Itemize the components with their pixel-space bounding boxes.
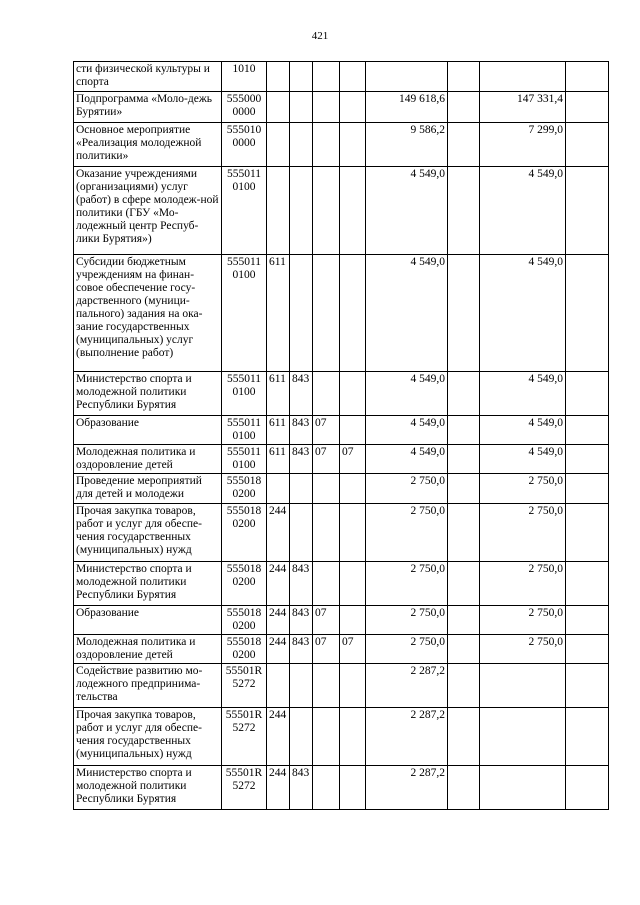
target-article-code-cell: 555011 0100 [222, 372, 267, 416]
target-article-code-cell: 555018 0200 [222, 474, 267, 504]
subsection-code-cell [340, 416, 366, 445]
amount-extra-cell [448, 664, 480, 708]
subsection-code-cell [340, 562, 366, 606]
section-code-cell [313, 167, 340, 255]
amount-extra-cell-2 [566, 562, 609, 606]
amount-cell: 9 586,2 [366, 123, 448, 167]
page-number: 421 [311, 30, 329, 42]
expense-type-cell: 611 [267, 255, 290, 372]
amount-cell-2: 4 549,0 [480, 445, 566, 474]
subsection-code-cell [340, 504, 366, 562]
subsection-code-cell [340, 167, 366, 255]
row-name-cell: Министерство спорта и молодежной политики Республики Бурятия [74, 766, 222, 810]
amount-extra-cell [448, 123, 480, 167]
ministry-code-cell [290, 92, 313, 123]
section-code-cell: 07 [313, 635, 340, 664]
row-name-cell: Министерство спорта и молодежной политики Республики Бурятия [74, 372, 222, 416]
expense-type-cell: 244 [267, 766, 290, 810]
subsection-code-cell [340, 664, 366, 708]
section-code-cell [313, 372, 340, 416]
amount-extra-cell [448, 167, 480, 255]
target-article-code-cell: 555011 0100 [222, 255, 267, 372]
section-code-cell [313, 562, 340, 606]
amount-extra-cell-2 [566, 255, 609, 372]
ministry-code-cell: 843 [290, 766, 313, 810]
amount-cell-2: 2 750,0 [480, 504, 566, 562]
amount-extra-cell-2 [566, 504, 609, 562]
table-row [74, 635, 609, 664]
amount-extra-cell [448, 372, 480, 416]
section-code-cell: 07 [313, 445, 340, 474]
table-row [74, 606, 609, 635]
ministry-code-cell [290, 708, 313, 766]
amount-cell: 149 618,6 [366, 92, 448, 123]
amount-extra-cell [448, 635, 480, 664]
section-code-cell [313, 766, 340, 810]
ministry-code-cell [290, 167, 313, 255]
row-name-cell: Содействие развитию мо-лодежного предпринима-тельства [74, 664, 222, 708]
amount-cell: 2 287,2 [366, 766, 448, 810]
expense-type-cell: 244 [267, 635, 290, 664]
amount-extra-cell [448, 504, 480, 562]
target-article-code-cell: 555011 0100 [222, 416, 267, 445]
amount-cell-2: 2 750,0 [480, 635, 566, 664]
target-article-code-cell: 555018 0200 [222, 562, 267, 606]
amount-cell-2: 4 549,0 [480, 167, 566, 255]
target-article-code-cell: 555018 0200 [222, 504, 267, 562]
target-article-code-cell: 555018 0200 [222, 606, 267, 635]
amount-extra-cell-2 [566, 167, 609, 255]
amount-cell: 2 750,0 [366, 474, 448, 504]
ministry-code-cell: 843 [290, 635, 313, 664]
amount-extra-cell [448, 445, 480, 474]
ministry-code-cell: 843 [290, 416, 313, 445]
amount-extra-cell [448, 474, 480, 504]
row-name-cell: Прочая закупка товаров, работ и услуг для обеспе-чения государственных (муниципальных) нужд [74, 708, 222, 766]
expense-type-cell: 244 [267, 708, 290, 766]
expense-type-cell: 611 [267, 445, 290, 474]
section-code-cell: 07 [313, 606, 340, 635]
target-article-code-cell: 555018 0200 [222, 635, 267, 664]
target-article-code-cell: 55501R 5272 [222, 708, 267, 766]
target-article-code-cell: 1010 [222, 62, 267, 92]
amount-cell: 2 750,0 [366, 562, 448, 606]
amount-cell-2: 2 750,0 [480, 606, 566, 635]
amount-cell: 4 549,0 [366, 445, 448, 474]
table-row [74, 92, 609, 123]
amount-extra-cell [448, 562, 480, 606]
section-code-cell [313, 474, 340, 504]
table-row [74, 416, 609, 445]
row-name-cell: Прочая закупка товаров, работ и услуг для обеспе-чения государственных (муниципальных) нужд [74, 504, 222, 562]
ministry-code-cell [290, 504, 313, 562]
amount-cell: 4 549,0 [366, 416, 448, 445]
amount-cell: 4 549,0 [366, 167, 448, 255]
amount-extra-cell-2 [566, 62, 609, 92]
ministry-code-cell: 843 [290, 562, 313, 606]
expense-type-cell [267, 62, 290, 92]
section-code-cell [313, 664, 340, 708]
amount-extra-cell-2 [566, 635, 609, 664]
expense-type-cell [267, 123, 290, 167]
row-name-cell: Молодежная политика и оздоровление детей [74, 445, 222, 474]
budget-table-body [74, 62, 609, 810]
amount-cell-2: 4 549,0 [480, 372, 566, 416]
amount-cell-2 [480, 708, 566, 766]
amount-extra-cell [448, 62, 480, 92]
amount-cell: 2 750,0 [366, 635, 448, 664]
amount-cell: 2 287,2 [366, 664, 448, 708]
subsection-code-cell [340, 92, 366, 123]
ministry-code-cell [290, 255, 313, 372]
row-name-cell: Основное мероприятие «Реализация молодежной политики» [74, 123, 222, 167]
table-row [74, 123, 609, 167]
target-article-code-cell: 555011 0100 [222, 167, 267, 255]
ministry-code-cell: 843 [290, 606, 313, 635]
amount-extra-cell-2 [566, 445, 609, 474]
subsection-code-cell [340, 708, 366, 766]
expense-type-cell: 244 [267, 562, 290, 606]
amount-extra-cell-2 [566, 708, 609, 766]
amount-cell-2: 7 299,0 [480, 123, 566, 167]
amount-extra-cell-2 [566, 606, 609, 635]
section-code-cell [313, 123, 340, 167]
row-name-cell: Молодежная политика и оздоровление детей [74, 635, 222, 664]
amount-cell-2: 2 750,0 [480, 562, 566, 606]
section-code-cell: 07 [313, 416, 340, 445]
table-row [74, 562, 609, 606]
amount-cell-2 [480, 766, 566, 810]
subsection-code-cell [340, 123, 366, 167]
ministry-code-cell [290, 474, 313, 504]
amount-cell-2: 2 750,0 [480, 474, 566, 504]
expense-type-cell [267, 92, 290, 123]
ministry-code-cell: 843 [290, 445, 313, 474]
budget-table [73, 61, 609, 810]
expense-type-cell: 611 [267, 372, 290, 416]
ministry-code-cell [290, 664, 313, 708]
expense-type-cell [267, 664, 290, 708]
table-row [74, 372, 609, 416]
section-code-cell [313, 92, 340, 123]
amount-cell: 2 750,0 [366, 504, 448, 562]
amount-cell: 2 750,0 [366, 606, 448, 635]
target-article-code-cell: 55501R 5272 [222, 766, 267, 810]
subsection-code-cell [340, 766, 366, 810]
table-row [74, 766, 609, 810]
amount-extra-cell-2 [566, 416, 609, 445]
expense-type-cell: 244 [267, 504, 290, 562]
target-article-code-cell: 55501R 5272 [222, 664, 267, 708]
expense-type-cell: 611 [267, 416, 290, 445]
amount-extra-cell-2 [566, 92, 609, 123]
amount-cell-2: 4 549,0 [480, 416, 566, 445]
ministry-code-cell [290, 123, 313, 167]
amount-extra-cell-2 [566, 766, 609, 810]
subsection-code-cell: 07 [340, 635, 366, 664]
row-name-cell: Подпрограмма «Моло-дежь Бурятии» [74, 92, 222, 123]
row-name-cell: Проведение мероприятий для детей и молодежи [74, 474, 222, 504]
table-row [74, 167, 609, 255]
table-row [74, 445, 609, 474]
amount-cell [366, 62, 448, 92]
amount-cell: 4 549,0 [366, 255, 448, 372]
section-code-cell [313, 504, 340, 562]
ministry-code-cell: 843 [290, 372, 313, 416]
section-code-cell [313, 708, 340, 766]
amount-extra-cell-2 [566, 664, 609, 708]
amount-cell-2: 4 549,0 [480, 255, 566, 372]
amount-extra-cell [448, 766, 480, 810]
subsection-code-cell: 07 [340, 445, 366, 474]
subsection-code-cell [340, 474, 366, 504]
target-article-code-cell: 555011 0100 [222, 445, 267, 474]
amount-extra-cell-2 [566, 372, 609, 416]
row-name-cell: Оказание учреждениями (организациями) услуг (работ) в сфере молодеж-ной политики (ГБУ «Мо-лодежный центр Респуб-лики Бурятия») [74, 167, 222, 255]
subsection-code-cell [340, 255, 366, 372]
table-row [74, 504, 609, 562]
row-name-cell: Образование [74, 416, 222, 445]
row-name-cell: Образование [74, 606, 222, 635]
amount-extra-cell-2 [566, 474, 609, 504]
target-article-code-cell: 555000 0000 [222, 92, 267, 123]
amount-cell: 4 549,0 [366, 372, 448, 416]
amount-extra-cell [448, 92, 480, 123]
amount-extra-cell [448, 606, 480, 635]
section-code-cell [313, 255, 340, 372]
amount-cell-2 [480, 62, 566, 92]
table-row [74, 474, 609, 504]
subsection-code-cell [340, 372, 366, 416]
table-row [74, 664, 609, 708]
row-name-cell: Субсидии бюджетным учреждениям на финан-совое обеспечение госу-дарственного (муници-пального) задания на ока-зание государственных (муниципальных) услуг (выполнение работ) [74, 255, 222, 372]
expense-type-cell [267, 474, 290, 504]
table-row [74, 708, 609, 766]
section-code-cell [313, 62, 340, 92]
amount-cell-2 [480, 664, 566, 708]
row-name-cell: сти физической культуры и спорта [74, 62, 222, 92]
amount-extra-cell [448, 708, 480, 766]
amount-cell-2: 147 331,4 [480, 92, 566, 123]
table-row [74, 255, 609, 372]
subsection-code-cell [340, 606, 366, 635]
ministry-code-cell [290, 62, 313, 92]
subsection-code-cell [340, 62, 366, 92]
expense-type-cell [267, 167, 290, 255]
amount-cell: 2 287,2 [366, 708, 448, 766]
row-name-cell: Министерство спорта и молодежной политики Республики Бурятия [74, 562, 222, 606]
target-article-code-cell: 555010 0000 [222, 123, 267, 167]
amount-extra-cell [448, 416, 480, 445]
amount-extra-cell [448, 255, 480, 372]
table-row [74, 62, 609, 92]
expense-type-cell: 244 [267, 606, 290, 635]
amount-extra-cell-2 [566, 123, 609, 167]
